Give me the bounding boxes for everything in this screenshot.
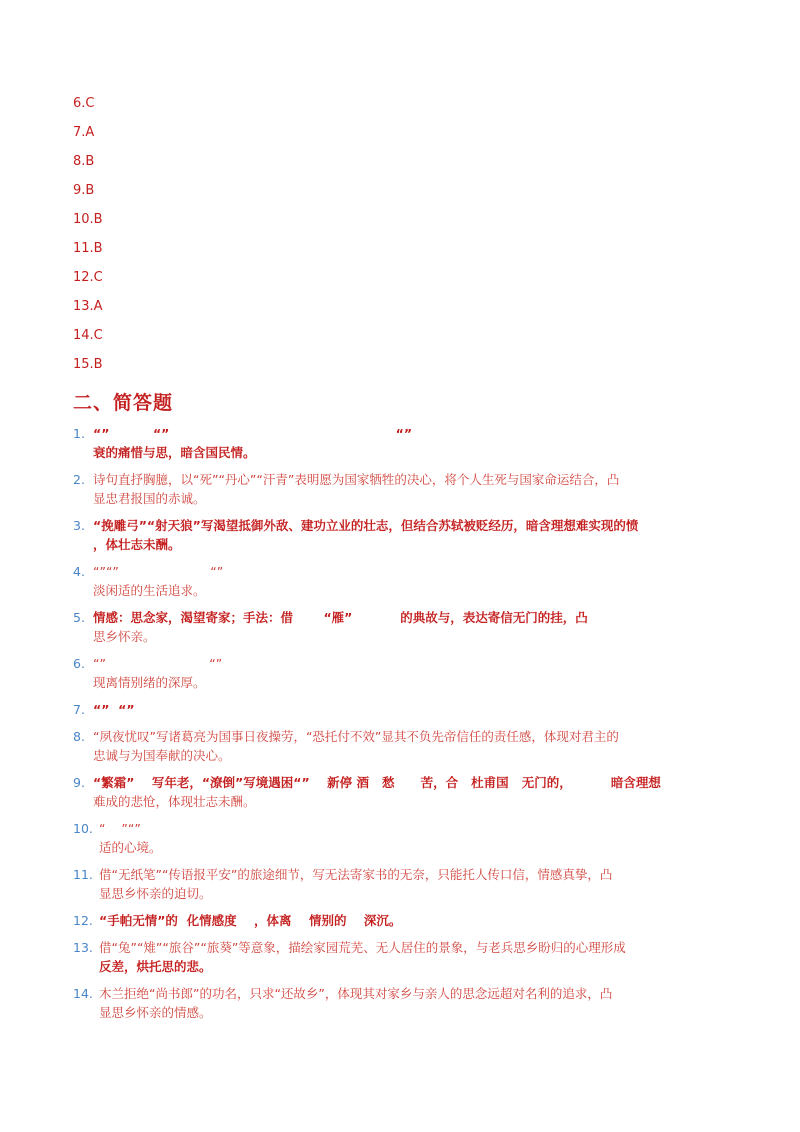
answer-text — [93, 562, 733, 600]
mc-answer: 9.B — [73, 183, 95, 198]
answer-line: 显思乡怀亲的迫切。 — [99, 886, 212, 901]
item-number: 7. — [73, 702, 85, 717]
mc-answer: 15.B — [73, 357, 103, 372]
answer-line: “ ”“” — [99, 821, 141, 836]
answer-text — [93, 773, 733, 811]
short-answer-item — [73, 470, 733, 508]
short-answer-item — [73, 516, 733, 554]
answer-line: 淡闲适的生活追求。 — [93, 583, 206, 598]
answer-text — [93, 700, 733, 719]
answer-text — [93, 516, 733, 554]
short-answer-item — [73, 608, 733, 646]
mc-answer: 13.A — [73, 299, 103, 314]
item-number: 10. — [73, 821, 93, 836]
short-answer-list — [73, 424, 733, 1030]
answer-text — [99, 984, 733, 1022]
answer-text — [93, 470, 733, 508]
answer-line: 木兰拒绝“尚书郎”的功名，只求“还故乡”，体现其对家乡与亲人的思念远超对名利的追求，凸 — [99, 986, 613, 1001]
short-answer-item — [73, 773, 733, 811]
answer-line: “” “” — [93, 656, 223, 671]
answer-text — [93, 424, 733, 462]
answer-text — [93, 727, 733, 765]
mc-answer: 12.C — [73, 270, 103, 285]
answer-text — [93, 654, 733, 692]
answer-line: 难成的悲怆，体现壮志未酬。 — [93, 794, 256, 809]
answer-line: “夙夜忧叹”写诸葛亮为国事日夜操劳，“恐托付不效”显其不负先帝信任的责任感，体现对君主的 — [93, 729, 619, 744]
short-answer-item — [73, 865, 733, 903]
short-answer-item — [73, 424, 733, 462]
item-number: 3. — [73, 518, 85, 533]
item-number: 4. — [73, 564, 85, 579]
item-number: 2. — [73, 472, 85, 487]
item-number: 8. — [73, 729, 85, 744]
item-number: 1. — [73, 426, 85, 441]
answer-line: “挽雕弓”“射天狼”写渴望抵御外敌、建功立业的壮志，但结合苏轼被贬经历，暗含理想难实现的愤 — [93, 518, 639, 533]
mc-answer: 7.A — [73, 125, 95, 140]
mc-answer: 11.B — [73, 241, 103, 256]
answer-line: 反差，烘托思的悲。 — [99, 959, 212, 974]
multiple-choice-answers — [73, 95, 273, 385]
answer-line: 适的心境。 — [99, 840, 162, 855]
answer-line: 显忠君报国的赤诚。 — [93, 491, 206, 506]
short-answer-item — [73, 727, 733, 765]
item-number: 14. — [73, 986, 93, 1001]
mc-answer: 10.B — [73, 212, 103, 227]
short-answer-item — [73, 984, 733, 1022]
answer-text — [99, 911, 733, 930]
answer-line: “手帕无情”的 化情感度 ，体离 情别的 深沉。 — [99, 913, 402, 928]
answer-line: 借“兔”“雉”“旅谷”“旅葵”等意象，描绘家园荒芜、无人居住的景象，与老兵思乡盼归的心理形成 — [99, 940, 626, 955]
item-number: 6. — [73, 656, 85, 671]
answer-line: ，体壮志未酬。 — [93, 537, 181, 552]
answer-line: “” “” — [93, 702, 135, 717]
answer-line: 显思乡怀亲的情感。 — [99, 1005, 212, 1020]
answer-line: 情感：思念家，渴望寄家；手法：借 “雁” 的典故与，表达寄信无门的挂，凸 — [93, 610, 588, 625]
mc-answer: 8.B — [73, 154, 95, 169]
answer-line: 忠诚与为国奉献的决心。 — [93, 748, 231, 763]
answer-text — [99, 938, 733, 976]
short-answer-item — [73, 562, 733, 600]
section-title: 二、简答题 — [73, 392, 174, 414]
answer-line: “繁霜” 写年老，“潦倒”写境遇困“” 新停 酒 愁 苦，合 杜甫国 无门的， 暗含理想 — [93, 775, 661, 790]
answer-text — [99, 819, 733, 857]
item-number: 5. — [73, 610, 85, 625]
item-number: 9. — [73, 775, 85, 790]
short-answer-item — [73, 654, 733, 692]
answer-line: 现离情别绪的深厚。 — [93, 675, 206, 690]
mc-answer: 6.C — [73, 96, 95, 111]
answer-line: 诗句直抒胸臆，以“死”“丹心”“汗青”表明愿为国家牺牲的决心，将个人生死与国家命运结合，凸 — [93, 472, 620, 487]
short-answer-item — [73, 819, 733, 857]
answer-line: 借“无纸笔”“传语报平安”的旅途细节，写无法寄家书的无奈，只能托人传口信，情感真挚，凸 — [99, 867, 613, 882]
short-answer-item — [73, 938, 733, 976]
short-answer-item — [73, 700, 733, 719]
answer-line: 思乡怀亲。 — [93, 629, 156, 644]
answer-text — [93, 608, 733, 646]
answer-text — [99, 865, 733, 903]
item-number: 11. — [73, 867, 93, 882]
item-number: 13. — [73, 940, 93, 955]
short-answer-item — [73, 911, 733, 930]
answer-line: “” “” “” — [93, 426, 413, 441]
mc-answer: 14.C — [73, 328, 103, 343]
item-number: 12. — [73, 913, 93, 928]
answer-line: “”“” “” — [93, 564, 224, 579]
answer-line: 衰的痛惜与思，暗含国民情。 — [93, 445, 256, 460]
